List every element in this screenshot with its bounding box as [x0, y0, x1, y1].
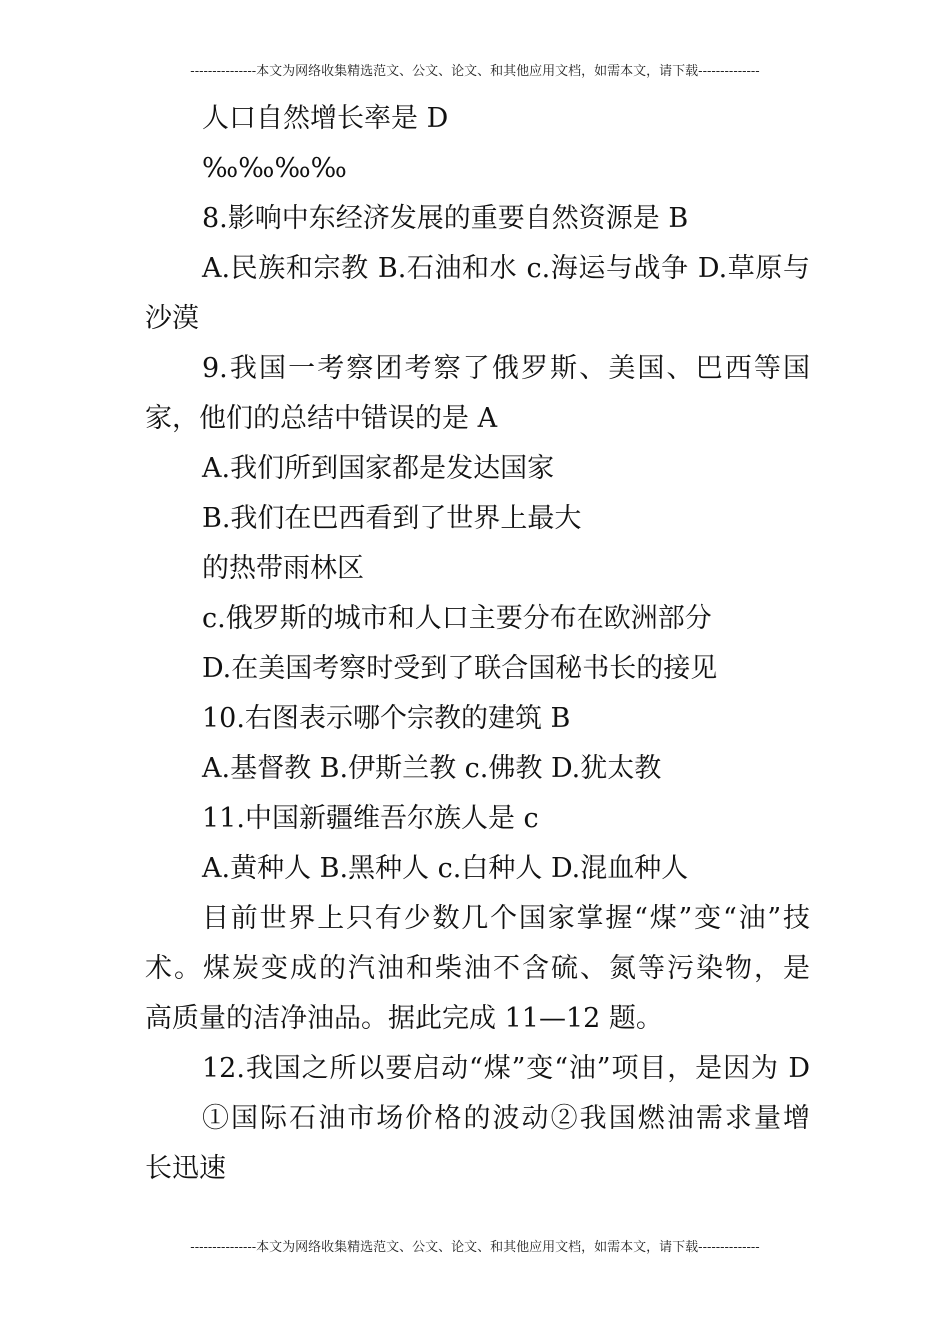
question-10: 10.右图表示哪个宗教的建筑 B: [202, 703, 571, 734]
passage-line-1: 目前世界上只有少数几个国家掌握“煤”变“油”技: [202, 903, 810, 934]
question-12-statement-cont: 长迅速: [145, 1153, 226, 1184]
passage-line-3: 高质量的洁净油品。据此完成 11—12 题。: [145, 1003, 663, 1034]
question-9-cont: 家，他们的总结中错误的是 A: [145, 403, 498, 434]
question-9: 9.我国一考察团考察了俄罗斯、美国、巴西等国: [202, 353, 810, 384]
question-11: 11.中国新疆维吾尔族人是 c: [202, 803, 539, 834]
text-line-2: ‰‰‰‰: [202, 153, 347, 184]
page-header: ---------------本文为网络收集精选范文、公文、论文、和其他应用文档，如需本文，请下载--------------: [190, 64, 760, 79]
passage-line-2: 术。煤炭变成的汽油和柴油不含硫、氮等污染物，是: [145, 953, 810, 984]
question-11-options: A.黄种人 B.黑种人 c.白种人 D.混血种人: [202, 853, 689, 884]
page-footer: ---------------本文为网络收集精选范文、公文、论文、和其他应用文档，如需本文，请下载--------------: [190, 1240, 760, 1255]
question-12-statement: ①国际石油市场价格的波动②我国燃油需求量增: [202, 1103, 810, 1134]
question-8-options-cont: 沙漠: [145, 303, 199, 334]
question-9-option-b-cont: 的热带雨林区: [202, 553, 364, 584]
document-body: [145, 94, 810, 1194]
question-9-option-c: c.俄罗斯的城市和人口主要分布在欧洲部分: [202, 603, 712, 634]
question-8-options: A.民族和宗教 B.石油和水 c.海运与战争 D.草原与: [202, 253, 810, 284]
question-9-option-b: B.我们在巴西看到了世界上最大: [202, 503, 582, 534]
question-12: 12.我国之所以要启动“煤”变“油”项目，是因为 D: [202, 1053, 810, 1084]
question-9-option-a: A.我们所到国家都是发达国家: [202, 453, 555, 484]
question-10-options: A.基督教 B.伊斯兰教 c.佛教 D.犹太教: [202, 753, 662, 784]
question-9-option-d: D.在美国考察时受到了联合国秘书长的接见: [202, 653, 718, 684]
question-8: 8.影响中东经济发展的重要自然资源是 B: [202, 203, 689, 234]
text-line-1: 人口自然增长率是 D: [202, 103, 449, 134]
